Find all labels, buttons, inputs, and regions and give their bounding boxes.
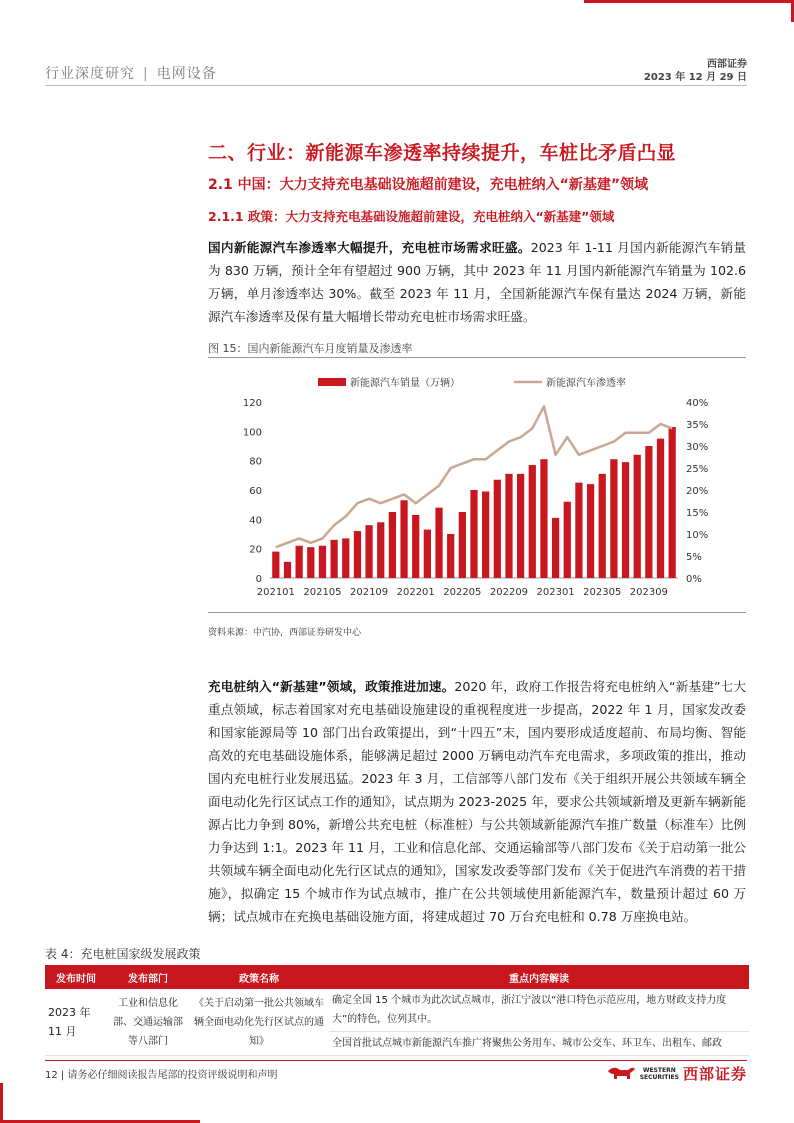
y-right-tick-label: 25% xyxy=(686,464,709,475)
x-tick-label: 202109 xyxy=(349,587,389,598)
header-separator: | xyxy=(143,66,149,82)
y-right-tick-label: 35% xyxy=(686,420,709,431)
paragraph-body: 2020 年，政府工作报告将充电桩纳入“新基建”七大重点领域，标志着国家对充电基础设施建设的重视程度进一步提高，2022 年 1 月，国家发改委和国家能源局等 10 部门出台政策提出，到“十四五”末，国内要形成适度超前、布局均衡、智能高效的充电基础设施体系，能够满足超过 2000 万辆电动汽车充电需求，多项政策的推出，推动国内充电桩行业发展迅猛。2023 年 3 月，工信部等八部门发布《关于组织开展公共领域车辆全面电动化先行区试点工作的通知》，试点期为 2023-2025 年，要求公共领域新增及更新车辆新能源占比力争到 80%，新增公共充电桩（标准桩）与公共领域新能源汽车推广数量（标准车）比例力争达到 1:1。2023 年 11 月，工业和信息化部、交通运输部等八部门发布《关于启动第一批公共领域车辆全面电动化先行区试点的通知》，国家发改委等部门发布《关于促进汽车消费的若干措施》，拟确定 15 个城市作为试点城市，推广在公共领域使用新能源汽车，数量预计超过 60 万辆；试点城市在充换电基础设施方面，将建成超过 70 万台充电桩和 0.78 万座换电站。 xyxy=(208,679,746,924)
x-tick-label: 202301 xyxy=(536,587,575,598)
y-right-tick-label: 30% xyxy=(686,442,709,453)
sales-bar xyxy=(482,491,489,578)
policy-table xyxy=(45,965,749,1056)
legend-line-label: 新能源汽车渗透率 xyxy=(546,378,626,389)
table-header-dept: 发布部门 xyxy=(107,965,189,989)
sales-bar xyxy=(319,546,326,578)
table-header-row xyxy=(45,965,749,989)
sales-bar xyxy=(669,427,676,578)
y-right-tick-label: 5% xyxy=(686,552,702,563)
sales-bar xyxy=(272,552,279,578)
sales-penetration-chart xyxy=(208,360,746,610)
table-row xyxy=(45,989,749,1032)
sales-bar xyxy=(377,522,384,578)
logo-english xyxy=(640,1067,679,1081)
sales-bar xyxy=(470,490,477,578)
paragraph-new-infrastructure xyxy=(208,675,746,928)
x-tick-label: 202105 xyxy=(303,587,342,598)
sales-bar xyxy=(564,502,571,578)
sales-bar xyxy=(552,518,559,578)
y-right-tick-label: 20% xyxy=(686,486,709,497)
sales-bar xyxy=(435,508,442,578)
table-header-content: 重点内容解读 xyxy=(329,965,749,989)
table-header-time: 发布时间 xyxy=(45,965,107,989)
industry-label: 电网设备 xyxy=(156,66,217,82)
x-tick-label: 202101 xyxy=(256,587,295,598)
sales-bar xyxy=(284,562,291,578)
sales-bar xyxy=(587,484,594,578)
sales-bar xyxy=(447,534,454,578)
sales-bar xyxy=(354,531,361,578)
sales-bar xyxy=(575,483,582,578)
logo-en-line1: WESTERN xyxy=(642,1066,676,1074)
page-number: 12 xyxy=(45,1070,58,1081)
sales-bar xyxy=(307,547,314,578)
figure-source: 资料来源：中汽协，西部证券研发中心 xyxy=(208,628,362,638)
figure-caption: 图 15：国内新能源汽车月度销量及渗透率 xyxy=(208,342,413,355)
footer-separator: | xyxy=(60,1070,65,1081)
legend-bar-swatch xyxy=(318,378,346,386)
y-left-tick-label: 20 xyxy=(249,544,262,556)
bottom-corner-decoration xyxy=(0,1083,200,1123)
sales-bar xyxy=(645,446,652,578)
sales-bar xyxy=(494,480,501,578)
logo-en-line2: SECURITIES xyxy=(639,1073,679,1081)
subsubsection-heading: 2.1.1 政策：大力支持充电基础设施超前建设，充电桩纳入“新基建”领域 xyxy=(208,209,615,224)
cell-time: 2023 年 11 月 xyxy=(45,989,107,1056)
logo-chinese: 西部证券 xyxy=(682,1065,747,1083)
x-tick-label: 202209 xyxy=(489,587,529,598)
sales-bar xyxy=(459,512,466,578)
sales-bar xyxy=(424,530,431,578)
report-date: 2023 年 12 月 29 日 xyxy=(643,72,747,83)
y-left-tick-label: 100 xyxy=(242,427,262,439)
figure-bottom-rule xyxy=(208,612,746,613)
y-right-tick-label: 0% xyxy=(686,574,702,585)
footer-divider xyxy=(45,1060,747,1061)
x-tick-label: 202309 xyxy=(629,587,668,598)
paragraph-ev-penetration xyxy=(208,236,746,328)
x-tick-label: 202205 xyxy=(443,587,482,598)
y-left-tick-label: 0 xyxy=(255,574,262,585)
sales-bar xyxy=(342,538,349,578)
legend-bar-label: 新能源汽车销量（万辆） xyxy=(350,378,460,389)
sales-bar xyxy=(540,459,547,578)
sales-bar xyxy=(529,465,536,578)
cell-dept: 工业和信息化部、交通运输部等八部门 xyxy=(107,989,189,1056)
header-brand: 西部证券 xyxy=(707,59,747,70)
sales-bar xyxy=(331,540,338,578)
subsection-heading: 2.1 中国：大力支持充电基础设施超前建设，充电桩纳入“新基建”领域 xyxy=(208,177,649,193)
figure-top-rule xyxy=(208,357,746,358)
report-type: 行业深度研究 xyxy=(45,66,135,82)
table-caption: 表 4：充电桩国家级发展政策 xyxy=(45,947,201,961)
y-right-tick-label: 10% xyxy=(686,530,709,541)
header-divider xyxy=(45,85,747,86)
report-header xyxy=(45,63,217,83)
section-heading: 二、行业：新能源车渗透率持续提升，车桩比矛盾凸显 xyxy=(208,142,677,164)
footer-note xyxy=(45,1066,277,1081)
cell-policy: 《关于启动第一批公共领域车辆全面电动化先行区试点的通知》 xyxy=(189,989,329,1056)
cell-content: 确定全国 15 个城市为此次试点城市，浙江宁波以“港口特色示范应用，地方财政支持力度大”的特色，位列其中。 xyxy=(329,989,749,1032)
y-left-tick-label: 40 xyxy=(249,515,262,527)
sales-bar xyxy=(365,525,372,578)
sales-bar xyxy=(400,500,407,578)
bull-logo-icon xyxy=(606,1065,636,1083)
sales-bar xyxy=(517,474,524,578)
sales-bar xyxy=(296,546,303,578)
sales-bar xyxy=(389,512,396,578)
paragraph-lead: 国内新能源汽车渗透率大幅提升，充电桩市场需求旺盛。 xyxy=(208,240,531,255)
company-logo xyxy=(606,1063,747,1084)
y-left-tick-label: 60 xyxy=(249,486,262,497)
top-corner-decoration xyxy=(584,0,794,8)
y-left-tick-label: 80 xyxy=(249,456,262,468)
y-left-tick-label: 120 xyxy=(242,398,262,409)
sales-bar xyxy=(599,474,606,578)
x-tick-label: 202305 xyxy=(583,587,622,598)
sales-bar xyxy=(622,462,629,578)
y-right-tick-label: 15% xyxy=(686,508,709,519)
paragraph-body: 2023 年 1-11 月国内新能源汽车销量为 830 万辆，预计全年有望超过 900 万辆，其中 2023 年 11 月国内新能源汽车销量为 102.6 万辆，单月渗透率达 30%。截至 2023 年 11 月，全国新能源汽车保有量达 2024 万辆，新能源汽车渗透率及保有量大幅增长带动充电桩市场需求旺盛。 xyxy=(208,240,746,324)
disclaimer-text: 请务必仔细阅读报告尾部的投资评级说明和声明 xyxy=(67,1070,278,1081)
y-right-tick-label: 40% xyxy=(686,398,709,409)
x-tick-label: 202201 xyxy=(396,587,435,598)
sales-bar xyxy=(610,459,617,578)
paragraph-lead: 充电桩纳入“新基建”领域，政策推进加速。 xyxy=(208,679,455,694)
sales-bar xyxy=(634,455,641,578)
chart-legend xyxy=(318,376,626,389)
sales-bar xyxy=(657,439,664,578)
sales-bar xyxy=(412,515,419,578)
table-header-policy: 政策名称 xyxy=(189,965,329,989)
sales-bar xyxy=(505,474,512,578)
cell-content: 全国首批试点城市新能源汽车推广将聚焦公务用车、城市公交车、环卫车、出租车、邮政 xyxy=(329,1032,749,1056)
